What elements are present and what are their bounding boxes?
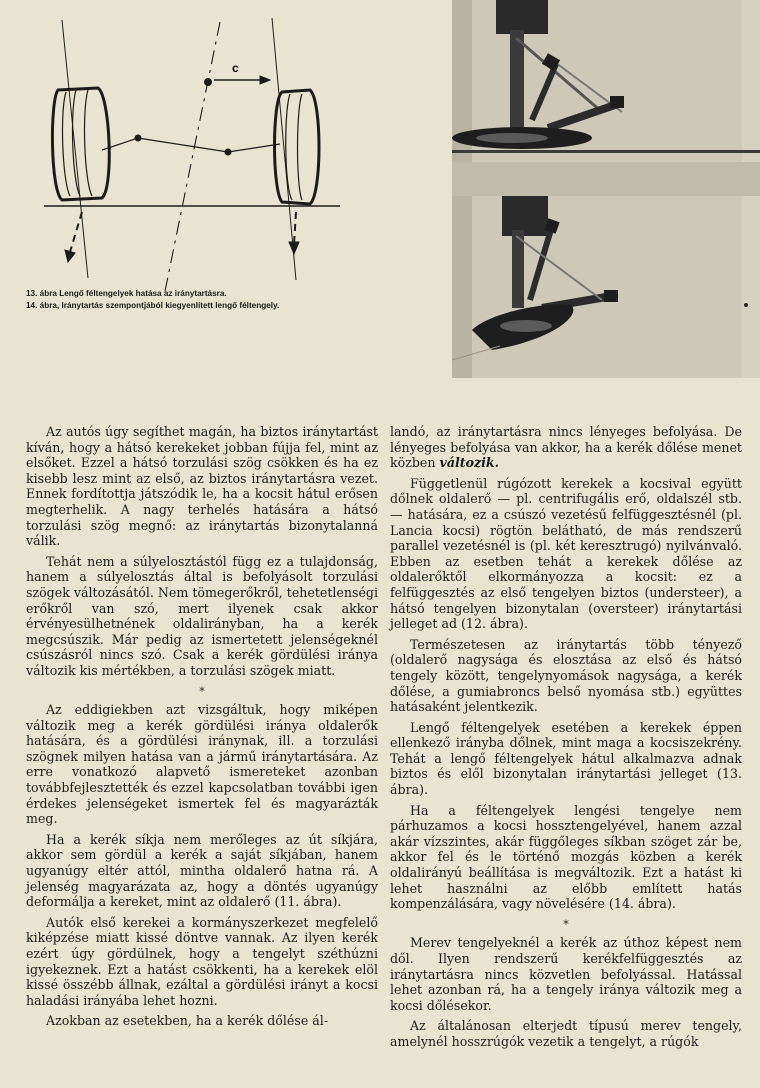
left-column — [26, 424, 378, 1034]
paragraph: Az autós úgy segíthet magán, ha biztos iránytartást kíván, hogy a hátsó kerekeket jobban fújja fel, mint az elsőket. Ezzel a hátsó torzulási szög csökken és ha ez kisebb lesz mint az első, az biztos iránytartásra vezet. Ennek fordítottja játszódik le, ha a kocsit hátul erősen megterhelik. A nagy terhelés hatására a hátsó torzulási szög megnő: az iránytartás bizonytalanná válik. — [26, 424, 378, 549]
caption-13: 13. ábra Lengő féltengelyek hatása az iránytartásra. — [26, 289, 227, 298]
section-separator: * — [563, 917, 569, 931]
paragraph: Lengő féltengelyek esetében a kerekek éppen ellenkező irányba dőlnek, mint maga a kocsiszekrény. Tehát a lengő féltengelyek hátul alkalmazva adnak biztos és elől bizonytalan iránytartási jelleget (13. ábra). — [390, 719, 742, 798]
swing-axle-diagram — [10, 0, 450, 300]
figure-captions — [26, 288, 446, 312]
caption-14: 14. ábra, Iránytartás szempontjából kiegyenlített lengő féltengely. — [26, 301, 280, 310]
right-column — [390, 424, 742, 1055]
left-wheel — [52, 88, 109, 200]
right-wheel — [275, 90, 320, 204]
axle-link — [102, 138, 280, 152]
paragraph: Természetesen az iránytartás több tényező (oldalerő nagysága és elosztása az első és hátsó tengely között, tengelynyomások nagysága, a kerék dőlése, a gumiabroncs belső nyomása stb.) együttes hatásaként jelentkezik. — [390, 636, 742, 715]
paragraph-text: landó, az iránytartásra nincs lényeges befolyása. De lényeges befolyása van akkor, ha a kerék dőlése menet közben — [390, 424, 742, 471]
emphasis-text: változik. — [439, 455, 500, 471]
paragraph: Az általánosan elterjedt típusú merev tengely, amelynél hosszrúgók vezetik a tengelyt, a rúgók — [390, 1018, 742, 1049]
suspension-photo — [452, 0, 760, 378]
paragraph: Tehát nem a súlyelosztástól függ ez a tulajdonság, hanem a súlyelosztás által is befolyásolt torzulási szögek változásától. Nem tömegerőkről, tehetetlenségi erőkről van szó, mert ilyenek csak akkor érvényesülhetnének oldalirányban, ha a kerék megcsúszik. Már pedig az ismertetett jelenségeknél csúszásról nincs szó. Csak a kerék gördülési iránya változik kis mértékben, a torzulási szögek miatt. — [26, 553, 379, 678]
paragraph: Ha a féltengelyek lengési tengelye nem párhuzamos a kocsi hossztengelyével, hanem azzal akár vízszintes, akár függőleges síkban szöget zár be, akkor fel és le történő mozgás közben a kerék oldalirányú beállítása is megváltozik. Ezt a hatást ki lehet használni az előbb említett hatás kompenzálására, vagy növelésére (14. ábra). — [390, 802, 742, 912]
paragraph: Azokban az esetekben, ha a kerék dőlése ál- — [46, 1013, 329, 1029]
paragraph: Autók első kerekei a kormányszerkezet megfelelő kiképzése miatt kissé döntve vannak. Az ilyen kerék ezért úgy gördülnek, hogy a tengelyt széthúzni igyekeznek. Ezt a hatást csökkenti, ha a kerekek elöl kissé összébb állnak, ezáltal a gördülési irányt a kocsi haladási irányába lehet hozni. — [26, 914, 378, 1008]
section-separator: * — [199, 684, 205, 698]
paragraph: Függetlenül rúgózott kerekek a kocsival együtt dőlnek oldalerő — pl. centrifugális erő, oldalszél stb. — hatására, ez a csúszó vezetésű felfüggesztésnél (pl. Lancia kocsi) rögtön belátható, de más rendszerű parallel vezetésnél is (pl. két keresztrugó) nyilvánvaló. Ebben az esetben tehát a kerekek dőlése az oldalerőktől elkormányozza a kocsit: ez a felfüggesztés az első tengelyen biztos (understeer), a hátsó tengelyen bizonytalan (oversteer) iránytartási jelleget ad (12. ábra). — [390, 475, 742, 632]
paragraph: Merev tengelyeknél a kerék az úthoz képest nem dől. Ilyen rendszerű kerékfelfüggesztés az iránytartásra nincs közvetlen befolyással. Hatással lehet azonban rá, ha a tengely iránya változik meg a kocsi dőlésekor. — [390, 935, 742, 1013]
paragraph: Ha a kerék síkja nem merőleges az út síkjára, akkor sem gördül a kerék a saját síkjában, hanem ugyanúgy eltér attól, mintha oldalerő hatna rá. A jelenség magyarázata az, hogy a döntés ugyanúgy deformálja a kereket, mint az oldalerő (11. ábra). — [26, 831, 378, 910]
paragraph: Az eddigiekben azt vizsgáltuk, hogy miképen változik meg a kerék gördülési iránya oldalerők hatására, és a gördülési iránynak, ill. a torzulási szögnek milyen hatása van a jármű iránytartására. Az erre vonatkozó alapvető ismereteket azonban továbbfejlesztették és ezzel kapcsolatban további igen érdekes jelenségeket ismertek fel és magyarázták meg. — [26, 702, 378, 827]
paragraph — [390, 424, 742, 471]
label-c: c — [232, 61, 239, 75]
